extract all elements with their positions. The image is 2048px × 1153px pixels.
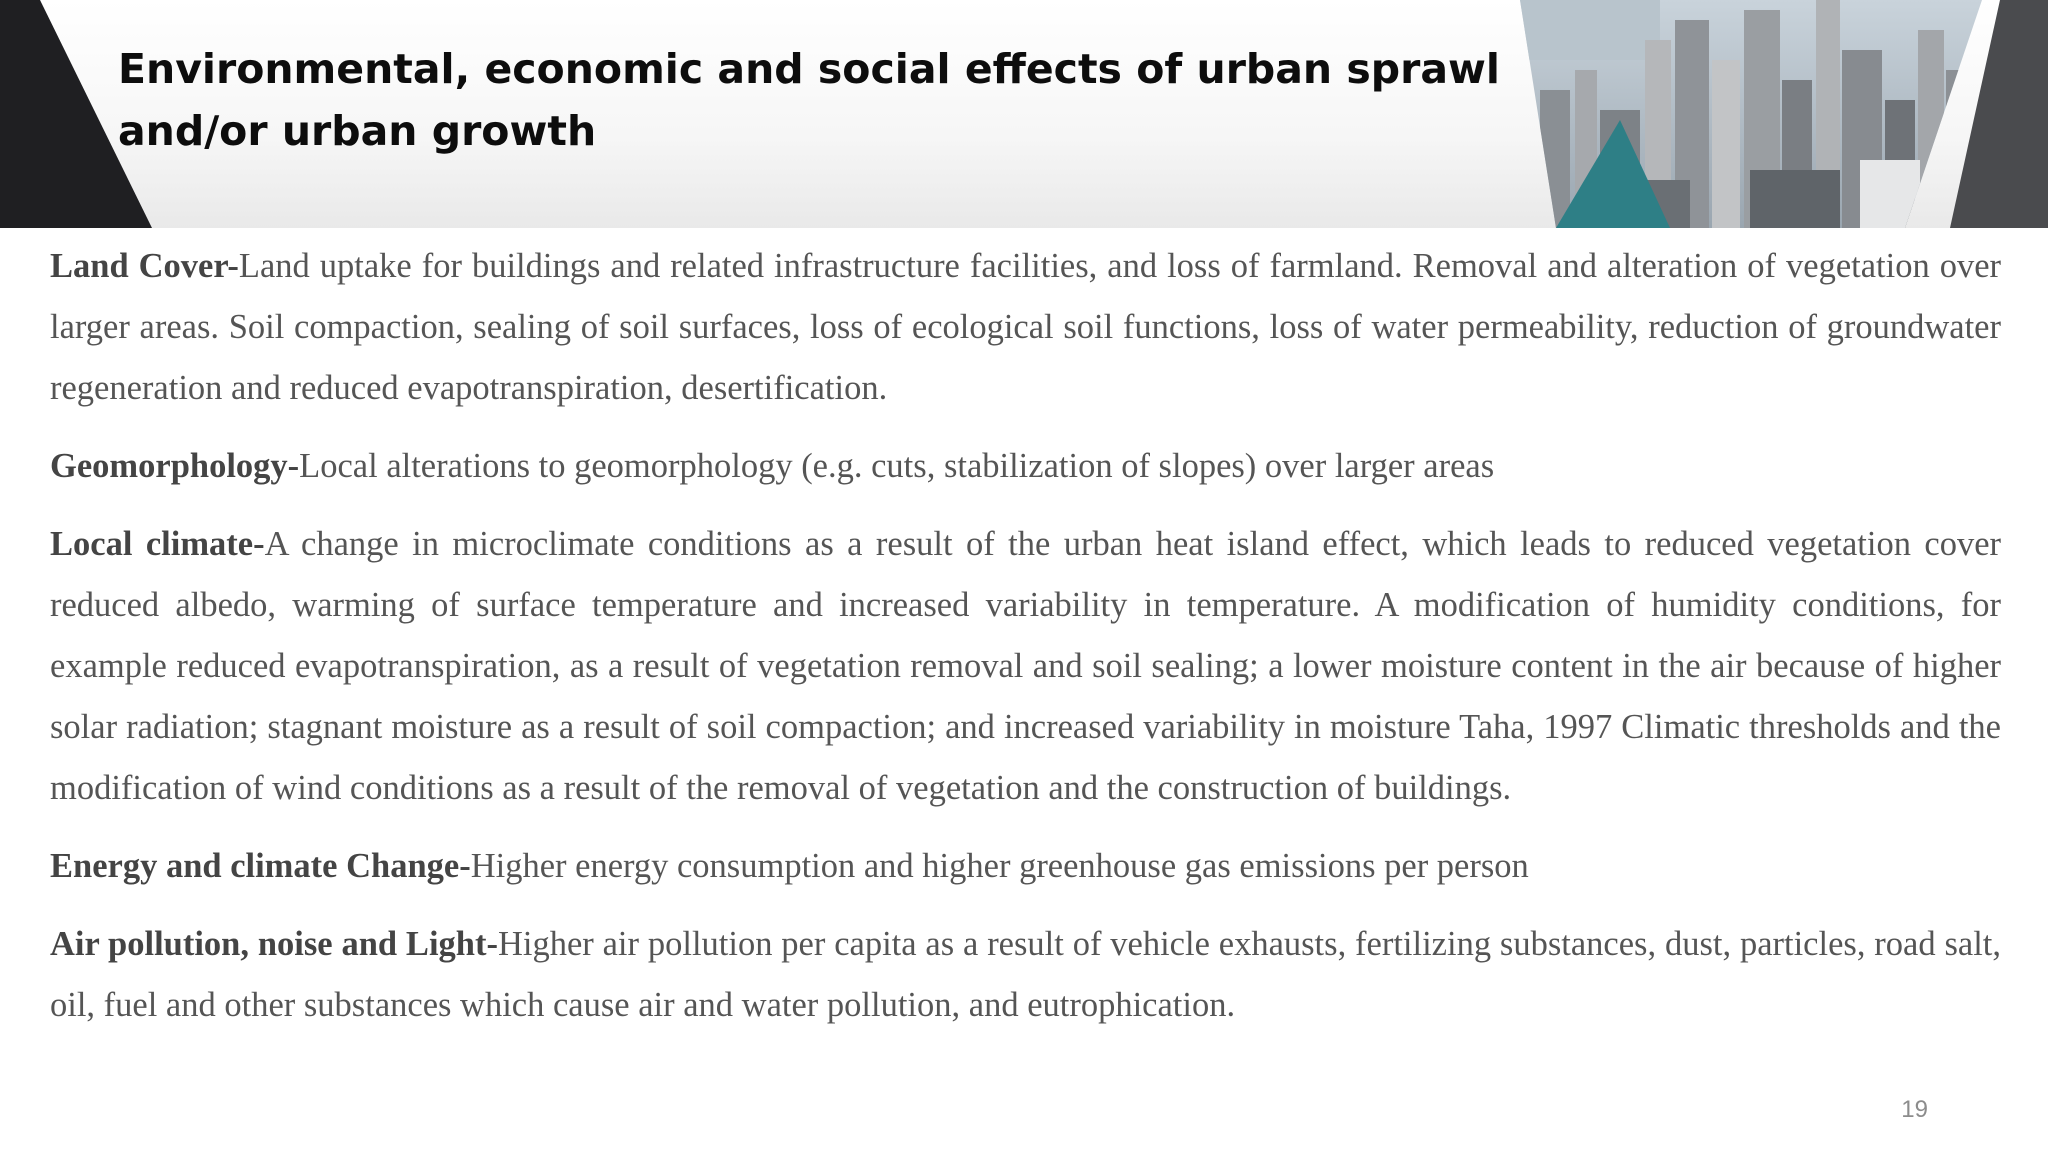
- paragraph-air-pollution: [50, 914, 2001, 1036]
- paragraph-energy-climate: [50, 836, 2001, 897]
- paragraph-heading: Land Cover-: [50, 247, 239, 285]
- paragraph-body: Land uptake for buildings and related infrastructure facilities, and loss of farmland. Removal and alteration of vegetation over larger areas. Soil compaction, sealing of soil surfaces, loss of ecological soil functions, loss of water permeability, reduction of groundwater regeneration and reduced evapotranspiration, desertification.: [50, 247, 2002, 407]
- paragraph-land-cover: [50, 236, 2001, 419]
- page-number: 19: [1901, 1096, 1928, 1123]
- paragraph-heading: Energy and climate Change-: [50, 847, 471, 885]
- paragraph-body: Higher energy consumption and higher greenhouse gas emissions per person: [470, 847, 1529, 885]
- paragraph-heading: Geomorphology-: [50, 447, 300, 485]
- paragraph-local-climate: [50, 514, 2001, 819]
- paragraph-body: A change in microclimate conditions as a result of the urban heat island effect, which leads to reduced vegetation cover reduced albedo, warming of surface temperature and increased variability in temperature. A modification of humidity conditions, for example reduced evapotranspiration, as a result of vegetation removal and soil sealing; a lower moisture content in the air because of higher solar radiation; stagnant moisture as a result of soil compaction; and increased variability in moisture Taha, 1997 Climatic thresholds and the modification of wind conditions as a result of the removal of vegetation and the construction of buildings.: [50, 525, 2002, 807]
- paragraph-body: Higher air pollution per capita as a result of vehicle exhausts, fertilizing substances, dust, particles, road salt, oil, fuel and other substances which cause air and water pollution, and eutrophication.: [50, 925, 2001, 1024]
- slide-title: Environmental, economic and social effects of urban sprawl and/or urban growth: [118, 45, 1500, 155]
- slide-content: [50, 236, 2001, 1053]
- paragraph-body: Local alterations to geomorphology (e.g. cuts, stabilization of slopes) over larger areas: [299, 447, 1495, 485]
- paragraph-geomorphology: [50, 436, 2001, 497]
- paragraph-heading: Air pollution, noise and Light-: [50, 925, 498, 963]
- paragraph-heading: Local climate-: [50, 525, 265, 563]
- city-skyline-image: [1520, 0, 2048, 228]
